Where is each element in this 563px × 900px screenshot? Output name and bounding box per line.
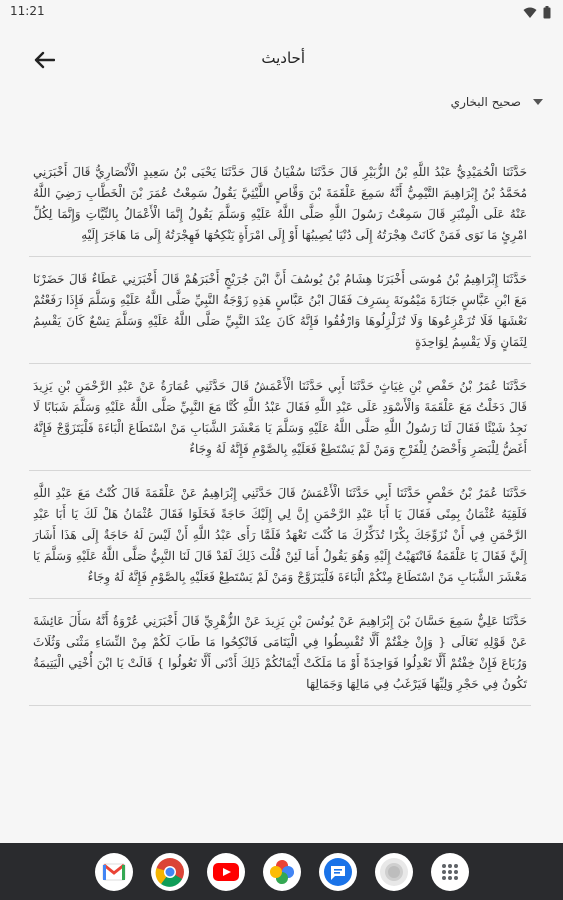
app-drawer[interactable] bbox=[431, 853, 469, 891]
status-bar bbox=[0, 0, 563, 24]
page-title: أحاديث bbox=[261, 49, 305, 67]
book-selector[interactable] bbox=[451, 92, 543, 112]
chrome-app[interactable] bbox=[151, 853, 189, 891]
camera-app[interactable] bbox=[375, 853, 413, 891]
battery-icon bbox=[543, 6, 551, 19]
camera-icon bbox=[379, 857, 409, 887]
back-button[interactable] bbox=[28, 46, 60, 74]
hadith-item[interactable]: حَدَّثَنَا إِبْرَاهِيمُ بْنُ مُوسَى أَخْبَرَنَا هِشَامُ بْنُ يُوسُفَ أَنَّ ابْنَ جُرَيْجٍ أَخْبَرَهُمْ قَالَ أَخْبَرَنِي عَطَاءٌ قَالَ حَضَرْنَا مَعَ ابْنِ عَبَّاسٍ جَنَازَةَ مَيْمُونَةَ بِسَرِفَ فَقَالَ ابْنُ عَبَّاسٍ هَذِهِ زَوْجَةُ النَّبِيِّ صَلَّى اللَّهُ عَلَيْهِ وَسَلَّمَ فَإِذَا رَفَعْتُمْ نَعْشَهَا فَلَا تُزَعْزِعُوهَا وَلَا تُزَلْزِلُوهَا وَارْفُقُوا فَإِنَّهُ كَانَ عِنْدَ النَّبِيِّ صَلَّى اللَّهُ عَلَيْهِ وَسَلَّمَ تِسْعٌ كَانَ يَقْسِمُ لِثَمَانٍ وَلَا يَقْسِمُ لِوَاحِدَةٍ bbox=[29, 257, 531, 364]
messages-icon bbox=[323, 857, 353, 887]
photos-icon bbox=[268, 858, 296, 886]
chrome-icon bbox=[155, 857, 185, 887]
youtube-icon bbox=[213, 863, 239, 881]
wifi-icon bbox=[523, 7, 537, 19]
app-dock bbox=[0, 843, 563, 900]
gmail-app[interactable] bbox=[95, 853, 133, 891]
apps-grid-icon bbox=[441, 863, 459, 881]
messages-app[interactable] bbox=[319, 853, 357, 891]
youtube-app[interactable] bbox=[207, 853, 245, 891]
hadith-item[interactable]: حَدَّثَنَا عُمَرُ بْنُ حَفْصٍ حَدَّثَنَا أَبِي حَدَّثَنَا الْأَعْمَشُ قَالَ حَدَّثَنِي إِبْرَاهِيمُ عَنْ عَلْقَمَةَ قَالَ كُنْتُ مَعَ عَبْدِ اللَّهِ فَلَقِيَهُ عُثْمَانُ بِمِنًى فَقَالَ يَا أَبَا عَبْدِ الرَّحْمَنِ إِنَّ لِي إِلَيْكَ حَاجَةً فَخَلَوَا فَقَالَ عُثْمَانُ هَلْ لَكَ يَا أَبَا عَبْدِ الرَّحْمَنِ فِي أَنْ نُزَوِّجَكَ بِكْرًا تُذَكِّرُكَ مَا كُنْتَ تَعْهَدُ فَلَمَّا رَأَى عَبْدُ اللَّهِ أَنْ لَيْسَ لَهُ حَاجَةٌ إِلَى هَذَا أَشَارَ إِلَيَّ فَقَالَ يَا عَلْقَمَةُ فَانْتَهَيْتُ إِلَيْهِ وَهُوَ يَقُولُ أَمَا لَئِنْ قُلْتَ ذَلِكَ لَقَدْ قَالَ لَنَا النَّبِيُّ صَلَّى اللَّهُ عَلَيْهِ وَسَلَّمَ يَا مَعْشَرَ الشَّبَابِ مَنْ اسْتَطَاعَ مِنْكُمْ الْبَاءَةَ فَلْيَتَزَوَّجْ وَمَنْ لَمْ يَسْتَطِعْ فَعَلَيْهِ بِالصَّوْمِ فَإِنَّهُ لَهُ وِجَاءٌ bbox=[29, 471, 531, 599]
app-bar bbox=[0, 36, 563, 84]
arrow-left-icon bbox=[33, 51, 55, 69]
dropdown-arrow-icon bbox=[533, 99, 543, 105]
hadith-item[interactable]: حَدَّثَنَا عُمَرُ بْنُ حَفْصِ بْنِ غِيَاثٍ حَدَّثَنَا أَبِي حَدَّثَنَا الْأَعْمَشُ قَالَ حَدَّثَنِي عُمَارَةُ عَنْ عَبْدِ الرَّحْمَنِ بْنِ يَزِيدَ قَالَ دَخَلْتُ مَعَ عَلْقَمَةَ وَالْأَسْوَدِ عَلَى عَبْدِ اللَّهِ فَقَالَ عَبْدُ اللَّهِ كُنَّا مَعَ النَّبِيِّ صَلَّى اللَّهُ عَلَيْهِ وَسَلَّمَ شَبَابًا لَا نَجِدُ شَيْئًا فَقَالَ لَنَا رَسُولُ اللَّهِ صَلَّى اللَّهُ عَلَيْهِ وَسَلَّمَ يَا مَعْشَرَ الشَّبَابِ مَنْ اسْتَطَاعَ الْبَاءَةَ فَلْيَتَزَوَّجْ فَإِنَّهُ أَغَضُّ لِلْبَصَرِ وَأَحْصَنُ لِلْفَرْجِ وَمَنْ لَمْ يَسْتَطِعْ فَعَلَيْهِ بِالصَّوْمِ فَإِنَّهُ لَهُ وِجَاءٌ bbox=[29, 364, 531, 471]
hadith-list[interactable] bbox=[25, 150, 535, 842]
status-icons bbox=[523, 6, 551, 19]
hadith-item[interactable]: حَدَّثَنَا الْحُمَيْدِيُّ عَبْدُ اللَّهِ بْنُ الزُّبَيْرِ قَالَ حَدَّثَنَا سُفْيَانُ قَالَ حَدَّثَنَا يَحْيَى بْنُ سَعِيدٍ الْأَنْصَارِيُّ قَالَ أَخْبَرَنِي مُحَمَّدُ بْنُ إِبْرَاهِيمَ التَّيْمِيُّ أَنَّهُ سَمِعَ عَلْقَمَةَ بْنَ وَقَّاصٍ اللَّيْثِيَّ يَقُولُ سَمِعْتُ عُمَرَ بْنَ الْخَطَّابِ رَضِيَ اللَّهُ عَنْهُ عَلَى الْمِنْبَرِ قَالَ سَمِعْتُ رَسُولَ اللَّهِ صَلَّى اللَّهُ عَلَيْهِ وَسَلَّمَ يَقُولُ إِنَّمَا الْأَعْمَالُ بِالنِّيَّاتِ وَإِنَّمَا لِكُلِّ امْرِئٍ مَا نَوَى فَمَنْ كَانَتْ هِجْرَتُهُ إِلَى دُنْيَا يُصِيبُهَا أَوْ إِلَى امْرَأَةٍ يَنْكِحُهَا فَهِجْرَتُهُ إِلَى مَا هَاجَرَ إِلَيْهِ bbox=[29, 150, 531, 257]
gmail-icon bbox=[102, 863, 126, 881]
photos-app[interactable] bbox=[263, 853, 301, 891]
book-selector-label: صحيح البخاري bbox=[450, 95, 521, 109]
hadith-item[interactable]: حَدَّثَنَا عَلِيٌّ سَمِعَ حَسَّانَ بْنَ إِبْرَاهِيمَ عَنْ يُونُسَ بْنِ يَزِيدَ عَنْ الزُّهْرِيِّ قَالَ أَخْبَرَنِي عُرْوَةُ أَنَّهُ سَأَلَ عَائِشَةَ عَنْ قَوْلِهِ تَعَالَى { وَإِنْ خِفْتُمْ أَلَّا تُقْسِطُوا فِي الْيَتَامَى فَانْكِحُوا مَا طَابَ لَكُمْ مِنْ النِّسَاءِ مَثْنَى وَثُلَاثَ وَرُبَاعَ فَإِنْ خِفْتُمْ أَلَّا تَعْدِلُوا فَوَاحِدَةً أَوْ مَا مَلَكَتْ أَيْمَانُكُمْ ذَلِكَ أَدْنَى أَلَّا تَعُولُوا } قَالَتْ يَا ابْنَ أُخْتِي الْيَتِيمَةُ تَكُونُ فِي حَجْرِ وَلِيِّهَا فَيَرْغَبُ فِي مَالِهَا وَجَمَالِهَا bbox=[29, 599, 531, 706]
status-time: 11:21 bbox=[10, 4, 45, 18]
